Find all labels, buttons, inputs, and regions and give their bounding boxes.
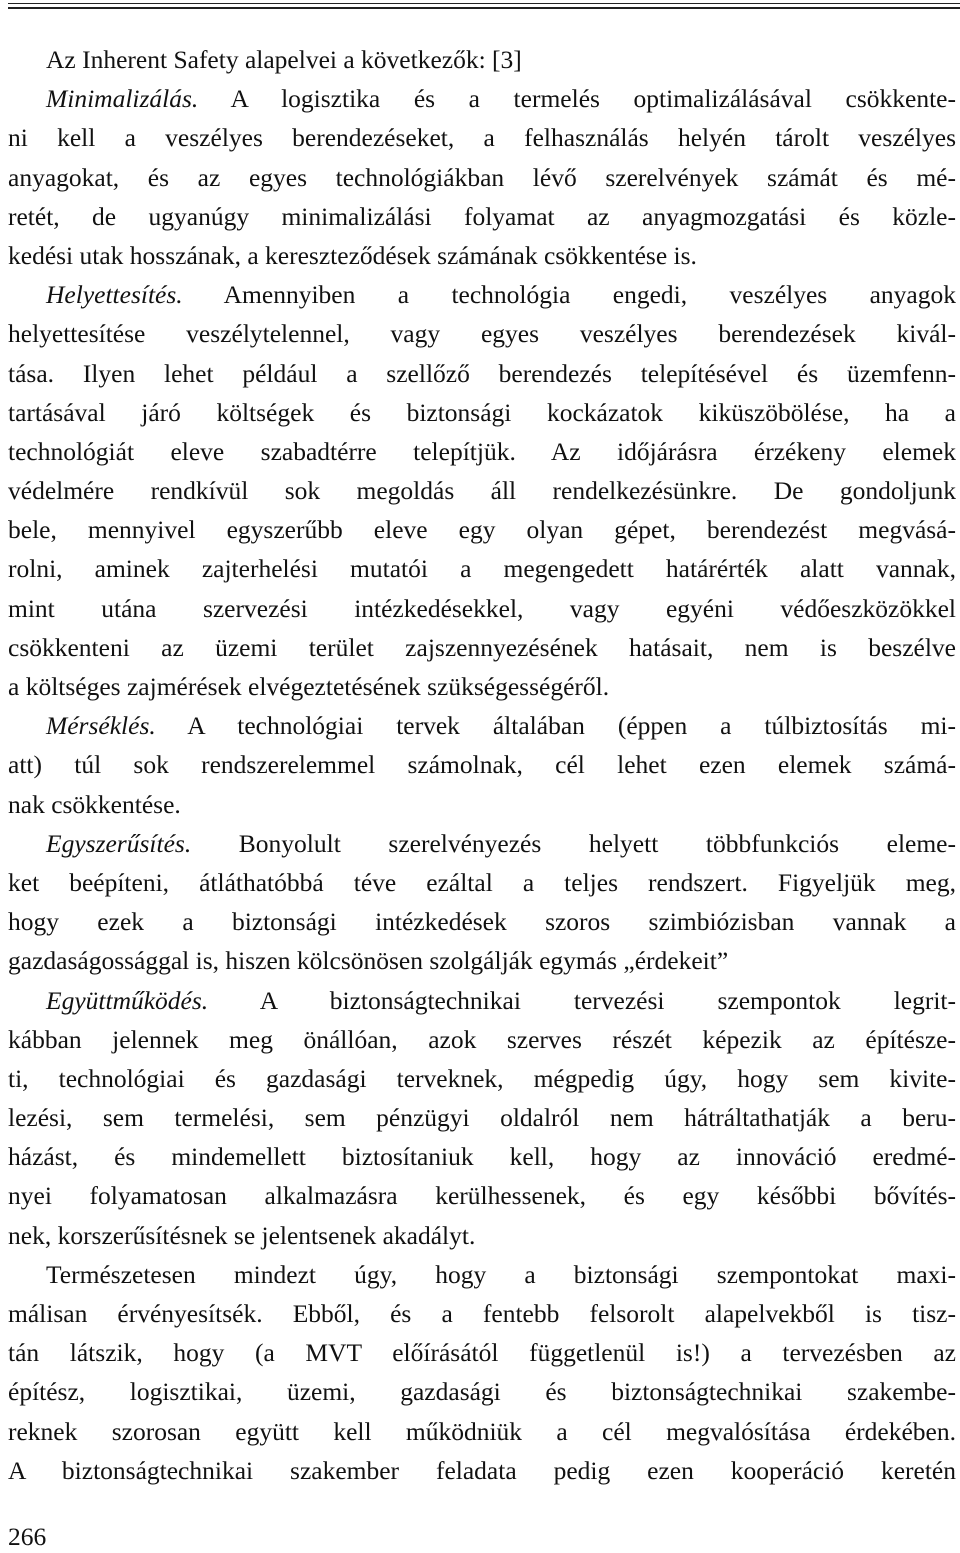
text-line xyxy=(8,1020,956,1059)
line-text: Természetesen mindezt úgy, hogy a biztonsági szempontokat maxi- xyxy=(46,1259,956,1289)
line-text: tán látszik, hogy (a MVT előírásától függetlenül is!) a tervezésben az xyxy=(8,1338,956,1368)
text-line xyxy=(8,981,956,1020)
principle-term: Egyszerűsítés. xyxy=(46,828,192,858)
text-line xyxy=(8,941,956,980)
text-line xyxy=(8,1255,956,1294)
text-line xyxy=(8,824,956,863)
line-text: Bonyolult szerelvényezés helyett többfunkciós eleme- xyxy=(191,828,956,858)
line-text: att) túl sok rendszerelemmel számolnak, cél lehet ezen elemek számá- xyxy=(8,750,956,780)
text-line xyxy=(8,1333,956,1372)
text-line xyxy=(8,1412,956,1451)
text-line xyxy=(8,432,956,471)
principle-term: Minimalizálás. xyxy=(46,84,199,114)
line-text: csökkenteni az üzemi terület zajszennyezésének hatásait, nem is beszélve xyxy=(8,632,956,662)
body-text xyxy=(8,40,956,1490)
line-text: Az Inherent Safety alapelvei a következők: [3] xyxy=(46,45,522,74)
text-line xyxy=(8,628,956,667)
text-line xyxy=(8,863,956,902)
line-text: tartásával járó költségek és biztonsági kockázatok kiküszöbölése, ha a xyxy=(8,397,956,427)
line-text: nak csökkentése. xyxy=(8,789,181,819)
text-line xyxy=(8,314,956,353)
text-line xyxy=(8,393,956,432)
line-text: ti, technológiai és gazdasági terveknek, mégpedig úgy, hogy sem kivite- xyxy=(8,1063,956,1093)
text-line xyxy=(8,785,956,824)
line-text: málisan érvényesítsék. Ebből, és a fentebb felsorolt alapelvekből is tisz- xyxy=(8,1299,956,1328)
line-text: ket beépíteni, átláthatóbbá téve ezáltal a teljes rendszert. Figyeljük meg, xyxy=(8,867,956,897)
line-text: tása. Ilyen lehet például a szellőző berendezés telepítésével és üzemfenn- xyxy=(8,358,956,388)
line-text: nyei folyamatosan alkalmazásra kerülhessenek, és egy későbbi bővítés- xyxy=(8,1181,956,1211)
line-text: Amennyiben a technológia engedi, veszélyes anyagok xyxy=(182,280,956,310)
principle-term: Együttműködés. xyxy=(46,985,209,1015)
line-text: helyettesítése veszélytelennel, vagy egyes veszélyes berendezések kivál- xyxy=(8,319,956,349)
line-text: kábban jelennek meg önállóan, azok szerves részét képezik az építésze- xyxy=(8,1024,956,1054)
text-line xyxy=(8,902,956,941)
line-text: bele, mennyivel egyszerűbb eleve egy olyan gépet, berendezést megvásá- xyxy=(8,515,956,545)
text-line xyxy=(8,236,956,275)
text-line xyxy=(8,1059,956,1098)
text-line xyxy=(8,745,956,784)
line-text: anyagokat, és az egyes technológiákban lévő szerelvények számát és mé- xyxy=(8,162,956,192)
text-line xyxy=(8,549,956,588)
line-text: gazdaságossággal is, hiszen kölcsönösen szolgálják egymás „érdekeit” xyxy=(8,946,729,976)
text-line xyxy=(8,1176,956,1215)
header-rule-thick xyxy=(8,7,960,9)
text-line xyxy=(8,1216,956,1255)
line-text: A logisztika és a termelés optimalizálásával csökkente- xyxy=(198,84,956,114)
line-text: technológiát eleve szabadtérre telepítjük. Az időjárásra érzékeny elemek xyxy=(8,436,956,466)
text-line xyxy=(8,589,956,628)
text-line xyxy=(8,471,956,510)
line-text: védelmére rendkívül sok megoldás áll rendelkezésünkre. De gondoljunk xyxy=(8,476,956,506)
text-line xyxy=(8,667,956,706)
text-line xyxy=(8,1137,956,1176)
line-text: reknek szorosan együtt kell működniük a cél megvalósítása érdekében. xyxy=(8,1416,956,1446)
line-text: a költséges zajmérések elvégeztetésének szükségességéről. xyxy=(8,672,610,701)
text-line xyxy=(8,1372,956,1411)
line-text: rolni, aminek zajterhelési mutatói a megengedett határérték alatt vannak, xyxy=(8,554,956,584)
text-line xyxy=(8,275,956,314)
text-line xyxy=(8,197,956,236)
principle-term: Mérséklés. xyxy=(46,711,156,741)
header-rule-thin xyxy=(8,3,960,4)
line-text: kedési utak hosszának, a kereszteződések számának csökkentése is. xyxy=(8,240,697,270)
line-text: hogy ezek a biztonsági intézkedések szoros szimbiózisban vannak a xyxy=(8,907,956,937)
page-number: 266 xyxy=(8,1522,47,1551)
text-line xyxy=(8,1451,956,1490)
text-line xyxy=(8,1098,956,1137)
line-text: házást, és mindemellett biztosítaniuk kell, hogy az innováció eredmé- xyxy=(8,1142,956,1172)
text-line xyxy=(8,158,956,197)
text-line xyxy=(8,79,956,118)
line-text: mint utána szervezési intézkedésekkel, vagy egyéni védőeszközökkel xyxy=(8,593,956,623)
text-line xyxy=(8,354,956,393)
line-text: A technológiai tervek általában (éppen a túlbiztosítás mi- xyxy=(155,711,956,741)
line-text: ni kell a veszélyes berendezéseket, a felhasználás helyén tárolt veszélyes xyxy=(8,123,956,153)
line-text: retét, de ugyanúgy minimalizálási folyamat az anyagmozgatási és közle- xyxy=(8,201,956,231)
principle-term: Helyettesítés. xyxy=(46,280,183,310)
line-text: A biztonságtechnikai tervezési szempontok legrit- xyxy=(208,985,956,1015)
line-text: építész, logisztikai, üzemi, gazdasági és biztonságtechnikai szakembe- xyxy=(8,1377,956,1407)
text-line xyxy=(8,1294,956,1333)
line-text: lezési, sem termelési, sem pénzügyi oldalról nem hátráltathatják a beru- xyxy=(8,1103,956,1133)
line-text: nek, korszerűsítésnek se jelentsenek akadályt. xyxy=(8,1220,476,1250)
text-line xyxy=(8,118,956,157)
text-line xyxy=(8,40,956,79)
text-line xyxy=(8,510,956,549)
text-line xyxy=(8,706,956,745)
line-text: A biztonságtechnikai szakember feladata pedig ezen kooperáció keretén xyxy=(8,1455,956,1485)
